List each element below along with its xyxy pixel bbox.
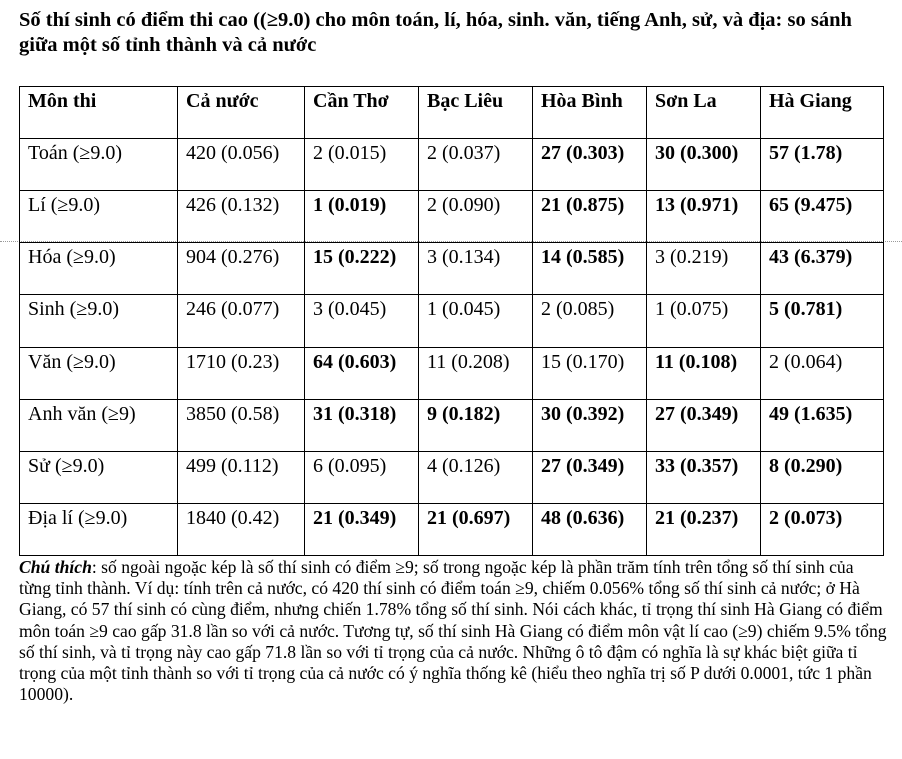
table-cell: 420 (0.056) <box>178 139 305 191</box>
table-cell: 6 (0.095) <box>305 451 419 503</box>
table-cell: 2 (0.064) <box>761 347 884 399</box>
table-cell: 49 (1.635) <box>761 399 884 451</box>
table-cell: 13 (0.971) <box>647 191 761 243</box>
page-title: Số thí sinh có điểm thi cao ((≥9.0) cho môn toán, lí, hóa, sinh. văn, tiếng Anh, sử, và địa: so sánh giữa một số tỉnh thành và cả nước <box>19 9 852 56</box>
table-cell: 1 (0.075) <box>647 295 761 347</box>
table-cell: 3 (0.134) <box>419 243 533 295</box>
table-row <box>20 399 884 451</box>
table-cell: 904 (0.276) <box>178 243 305 295</box>
footnote <box>19 557 889 705</box>
row-subject-cell: Sinh (≥9.0) <box>20 295 178 347</box>
table-cell: 21 (0.349) <box>305 503 419 555</box>
table-cell: 27 (0.349) <box>647 399 761 451</box>
table-cell: 57 (1.78) <box>761 139 884 191</box>
table-row <box>20 295 884 347</box>
table-header-row <box>20 87 884 139</box>
table-row <box>20 139 884 191</box>
table-cell: 65 (9.475) <box>761 191 884 243</box>
table-cell: 8 (0.290) <box>761 451 884 503</box>
scores-table <box>19 86 884 556</box>
table-row <box>20 243 884 295</box>
table-cell: 3 (0.219) <box>647 243 761 295</box>
row-subject-cell: Văn (≥9.0) <box>20 347 178 399</box>
table-cell: 30 (0.300) <box>647 139 761 191</box>
table-cell: 33 (0.357) <box>647 451 761 503</box>
table-cell: 14 (0.585) <box>533 243 647 295</box>
table-cell: 246 (0.077) <box>178 295 305 347</box>
table-cell: 9 (0.182) <box>419 399 533 451</box>
header-cell-can-tho: Cần Thơ <box>305 87 419 139</box>
table-body <box>20 139 884 556</box>
header-cell-hoa-binh: Hòa Bình <box>533 87 647 139</box>
table-cell: 15 (0.170) <box>533 347 647 399</box>
row-subject-cell: Sử (≥9.0) <box>20 451 178 503</box>
table-cell: 2 (0.015) <box>305 139 419 191</box>
table-row <box>20 347 884 399</box>
table-cell: 2 (0.090) <box>419 191 533 243</box>
table-cell: 1 (0.045) <box>419 295 533 347</box>
table-cell: 3850 (0.58) <box>178 399 305 451</box>
row-subject-cell: Lí (≥9.0) <box>20 191 178 243</box>
footnote-text: : số ngoài ngoặc kép là số thí sinh có điểm ≥9; số trong ngoặc kép là phần trăm tính trên tổng số thí sinh của từng tỉnh thành. Ví dụ: tính trên cả nước, có 420 thí sinh có điểm toán ≥9, chiếm 0.056% tổng số thí sinh cả nước; ở Hà Giang, có 57 thí sinh có cùng điểm, nhưng chiến 1.78% tổng số thí sinh. Nói cách khác, tỉ trọng thí sinh Hà Giang có điểm môn toán ≥9 cao gấp 31.8 lần so với cả nước. Tương tự, số thí sinh Hà Giang có điểm môn vật lí cao (≥9) chiếm 9.5% tổng số thí sinh, và tỉ trọng này cao gấp 71.8 lần so với tỉ trọng của cả nước. Những ô tô đậm có nghĩa là sự khác biệt giữa tỉ trọng của một tỉnh thành so với tỉ trọng của cả nước có ý nghĩa thống kê (hiểu theo nghĩa trị số P dưới 0.0001, tức 1 phần 10000). <box>19 557 887 705</box>
row-subject-cell: Anh văn (≥9) <box>20 399 178 451</box>
table-cell: 48 (0.636) <box>533 503 647 555</box>
table-cell: 499 (0.112) <box>178 451 305 503</box>
table-cell: 43 (6.379) <box>761 243 884 295</box>
table-cell: 2 (0.073) <box>761 503 884 555</box>
table-cell: 64 (0.603) <box>305 347 419 399</box>
table-cell: 21 (0.237) <box>647 503 761 555</box>
footnote-label: Chú thích <box>19 557 92 577</box>
table-cell: 1840 (0.42) <box>178 503 305 555</box>
table-cell: 1710 (0.23) <box>178 347 305 399</box>
row-subject-cell: Địa lí (≥9.0) <box>20 503 178 555</box>
header-cell-son-la: Sơn La <box>647 87 761 139</box>
table-cell: 4 (0.126) <box>419 451 533 503</box>
table-cell: 21 (0.875) <box>533 191 647 243</box>
table-cell: 30 (0.392) <box>533 399 647 451</box>
header-cell-national: Cả nước <box>178 87 305 139</box>
table-row <box>20 191 884 243</box>
table-cell: 3 (0.045) <box>305 295 419 347</box>
table-row <box>20 451 884 503</box>
table-cell: 5 (0.781) <box>761 295 884 347</box>
table-cell: 27 (0.349) <box>533 451 647 503</box>
table-cell: 15 (0.222) <box>305 243 419 295</box>
table-row <box>20 503 884 555</box>
table-cell: 11 (0.108) <box>647 347 761 399</box>
header-cell-ha-giang: Hà Giang <box>761 87 884 139</box>
header-cell-bac-lieu: Bạc Liêu <box>419 87 533 139</box>
table-cell: 2 (0.085) <box>533 295 647 347</box>
table-cell: 426 (0.132) <box>178 191 305 243</box>
row-subject-cell: Hóa (≥9.0) <box>20 243 178 295</box>
table-cell: 31 (0.318) <box>305 399 419 451</box>
row-subject-cell: Toán (≥9.0) <box>20 139 178 191</box>
table-cell: 27 (0.303) <box>533 139 647 191</box>
table-cell: 2 (0.037) <box>419 139 533 191</box>
table-cell: 1 (0.019) <box>305 191 419 243</box>
header-cell-subject: Môn thi <box>20 87 178 139</box>
table-cell: 21 (0.697) <box>419 503 533 555</box>
table-cell: 11 (0.208) <box>419 347 533 399</box>
